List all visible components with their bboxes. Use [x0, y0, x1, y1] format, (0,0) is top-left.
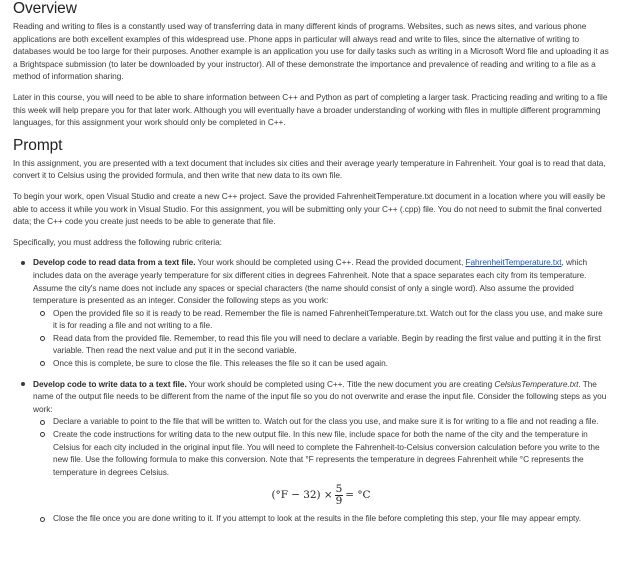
list-item: Once this is complete, be sure to close the file. This releases the file so it can be used again. [33, 357, 609, 370]
overview-paragraph-1: Reading and writing to files is a constantly used way of transferring data in many different kinds of programs. Websites, such as news sites, and various phone applications are both excellent examples of this widespread use. Phone apps in particular will always read and write to files, since the alternative of writing to databases would be too large for their purposes. Another example is an application you use for daily tasks such as writing in a Microsoft Word file and uploading it as a Brightspace submission (to later be downloaded by your instructor). All of these demonstrate the importance and prevalence of reading and writing to a file as a method of information sharing. [13, 21, 609, 82]
formula-fraction [335, 484, 344, 507]
list-item [33, 428, 609, 510]
prompt-paragraph-2: To begin your work, open Visual Studio and create a new C++ project. Save the provided FahrenheitTemperature.txt document in a location where you will easily be able to access it while you work in Visual Studio. For this assignment, you will be submitting only your C++ (.cpp) file. You do not need to submit the final converted data; the C++ code you create just needs to be able to generate that file. [13, 190, 606, 227]
list-item-text: Create the code instructions for writing data to the new output file. In this new file, include space for both the name of the city and the temperature in Celsius for each city included in the original input file. You will need to complete the Fahrenheit-to-Celsius conversion calculation before you write to the new file. Use the following formula to make this conversion. Note that °F represents the temperature in degrees Fahrenheit while °C represents the temperature in degrees Celsius. [53, 429, 600, 477]
fahrenheit-file-link[interactable]: FahrenheitTemperature.txt [465, 257, 562, 268]
list-item: Read data from the provided file. Remember, to read this file you will need to declare a variable. Begin by reading the first value and putting it in the first variable. Then read the next value and put it in the second variable. [33, 332, 609, 357]
list-item: Declare a variable to point to the file that will be written to. Watch out for the class you use, and make sure it is for writing to a file and not reading a file. [33, 415, 609, 428]
write-steps-list [33, 415, 609, 525]
prompt-paragraph-3: Specifically, you must address the following rubric criteria: [13, 236, 222, 247]
list-item: Open the provided file so it is ready to be read. Remember the file is named FahrenheitTemperature.txt. Watch out for the class you use, and make sure it is for reading a file and not writing to a file. [33, 307, 609, 332]
criterion-title: Develop code to read data from a text file. [33, 257, 196, 268]
read-steps-list [33, 307, 609, 370]
formula-right: = °C [345, 489, 371, 502]
criterion-text: Your work should be completed using C++. Title the new document you are creating [186, 378, 495, 389]
criterion-text: Your work should be completed using C++. Read the provided document, [195, 257, 466, 268]
criterion-text: . The name of the output file needs to be different from the name of the input file so you do not overwrite and erase the input file. Consider the following steps as you work: [33, 378, 607, 414]
output-filename: CelsiusTemperature.txt [494, 378, 579, 389]
criterion-text: , which includes data on the average yearly temperature for six different cities in degrees Fahrenheit. Note that a space separates each city from its temperature. Assume the city's name does not include any spaces or special characters (the name should consist of only a single word). Also assume the provided temperature is presented as an integer. Consider the following steps as you work: [33, 257, 588, 306]
formula-left: (°F − 32) × [271, 489, 333, 502]
fraction-numerator: 5 [335, 482, 343, 495]
prompt-paragraph-1: In this assignment, you are presented with a text document that includes six cities and their average yearly temperature in Fahrenheit. Your goal is to read that data, convert it to Celsius using the provided formula, and then write that new data to its own file. [13, 157, 606, 181]
list-item: Close the file once you are done writing to it. If you attempt to look at the results in the file before completing this step, your file may appear empty. [33, 512, 609, 525]
overview-paragraph-2: Later in this course, you will need to be able to share information between C++ and Python as part of completing a larger task. Practicing reading and writing to a file this week will help prepare you for that later work. Although you will eventually have a broader understanding of working with files in multiple different programming languages, for this assignment your work should only be completed in C++. [13, 91, 608, 128]
rubric-criteria-list [13, 256, 609, 525]
criterion-read-data [13, 256, 609, 369]
prompt-heading: Prompt [13, 136, 63, 154]
overview-heading: Overview [13, 0, 77, 17]
fraction-denominator: 9 [335, 494, 343, 507]
criterion-write-data [13, 378, 609, 525]
criterion-title: Develop code to write data to a text file. [33, 378, 187, 389]
conversion-formula [53, 480, 609, 510]
